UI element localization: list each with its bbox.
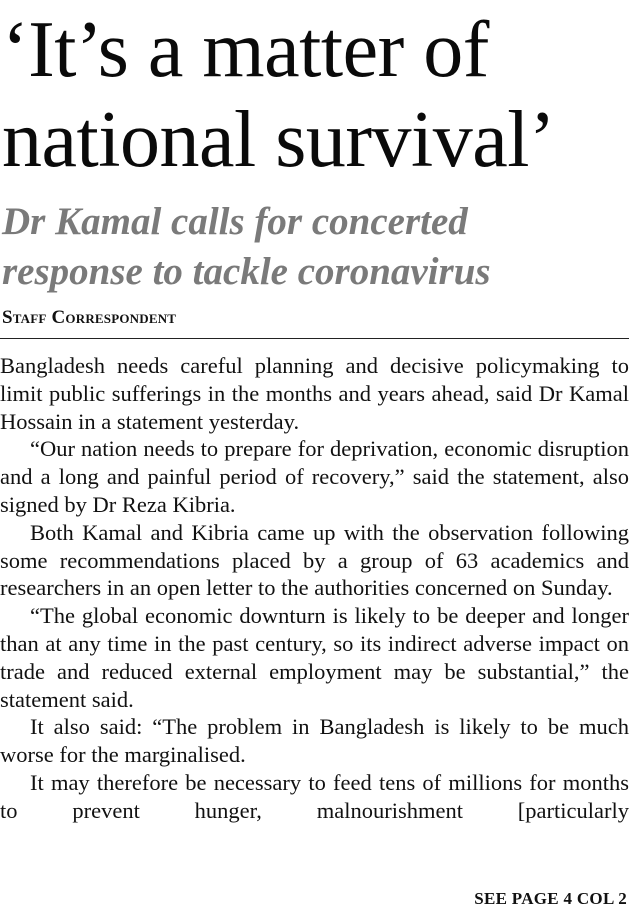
headline-line-1: ‘It’s a matter of — [2, 6, 489, 94]
article-paragraph-1: Bangladesh needs careful planning and decisive policymaking to limit public sufferings in the months and years ahead, said Dr Kamal Hossain in a statement yesterday. — [0, 353, 629, 434]
article-body — [0, 352, 629, 825]
subheadline — [2, 197, 629, 297]
byline: Staff Correspondent — [2, 307, 177, 328]
headline-line-2: national survival’ — [2, 96, 556, 184]
article-paragraph-4: “The global economic downturn is likely to be deeper and longer than at any time in the past century, so its indirect adverse impact on trade and reduced external employment may be substantial,” the statement said. — [0, 603, 629, 712]
headline — [0, 5, 629, 185]
subheadline-line-2: response to tackle coronavirus — [2, 250, 491, 293]
article-paragraph-3: Both Kamal and Kibria came up with the observation following some recommendations placed by a group of 63 academics and researchers in an open letter to the authorities concerned on Sunday. — [0, 519, 629, 601]
continued-on-page-link[interactable]: SEE PAGE 4 COL 2 — [474, 889, 627, 908]
subheadline-line-1: Dr Kamal calls for concerted — [2, 200, 468, 243]
article-paragraph-6: It may therefore be necessary to feed tens of millions for months to prevent hunger, malnourishment [particularly — [0, 769, 629, 823]
article-paragraph-2: “Our nation needs to prepare for deprivation, economic disruption and a long and painful period of recovery,” said the statement, also signed by Dr Reza Kibria. — [0, 436, 629, 517]
byline-divider — [0, 338, 629, 339]
article-paragraph-5: It also said: “The problem in Bangladesh is likely to be much worse for the marginalised. — [0, 714, 629, 768]
